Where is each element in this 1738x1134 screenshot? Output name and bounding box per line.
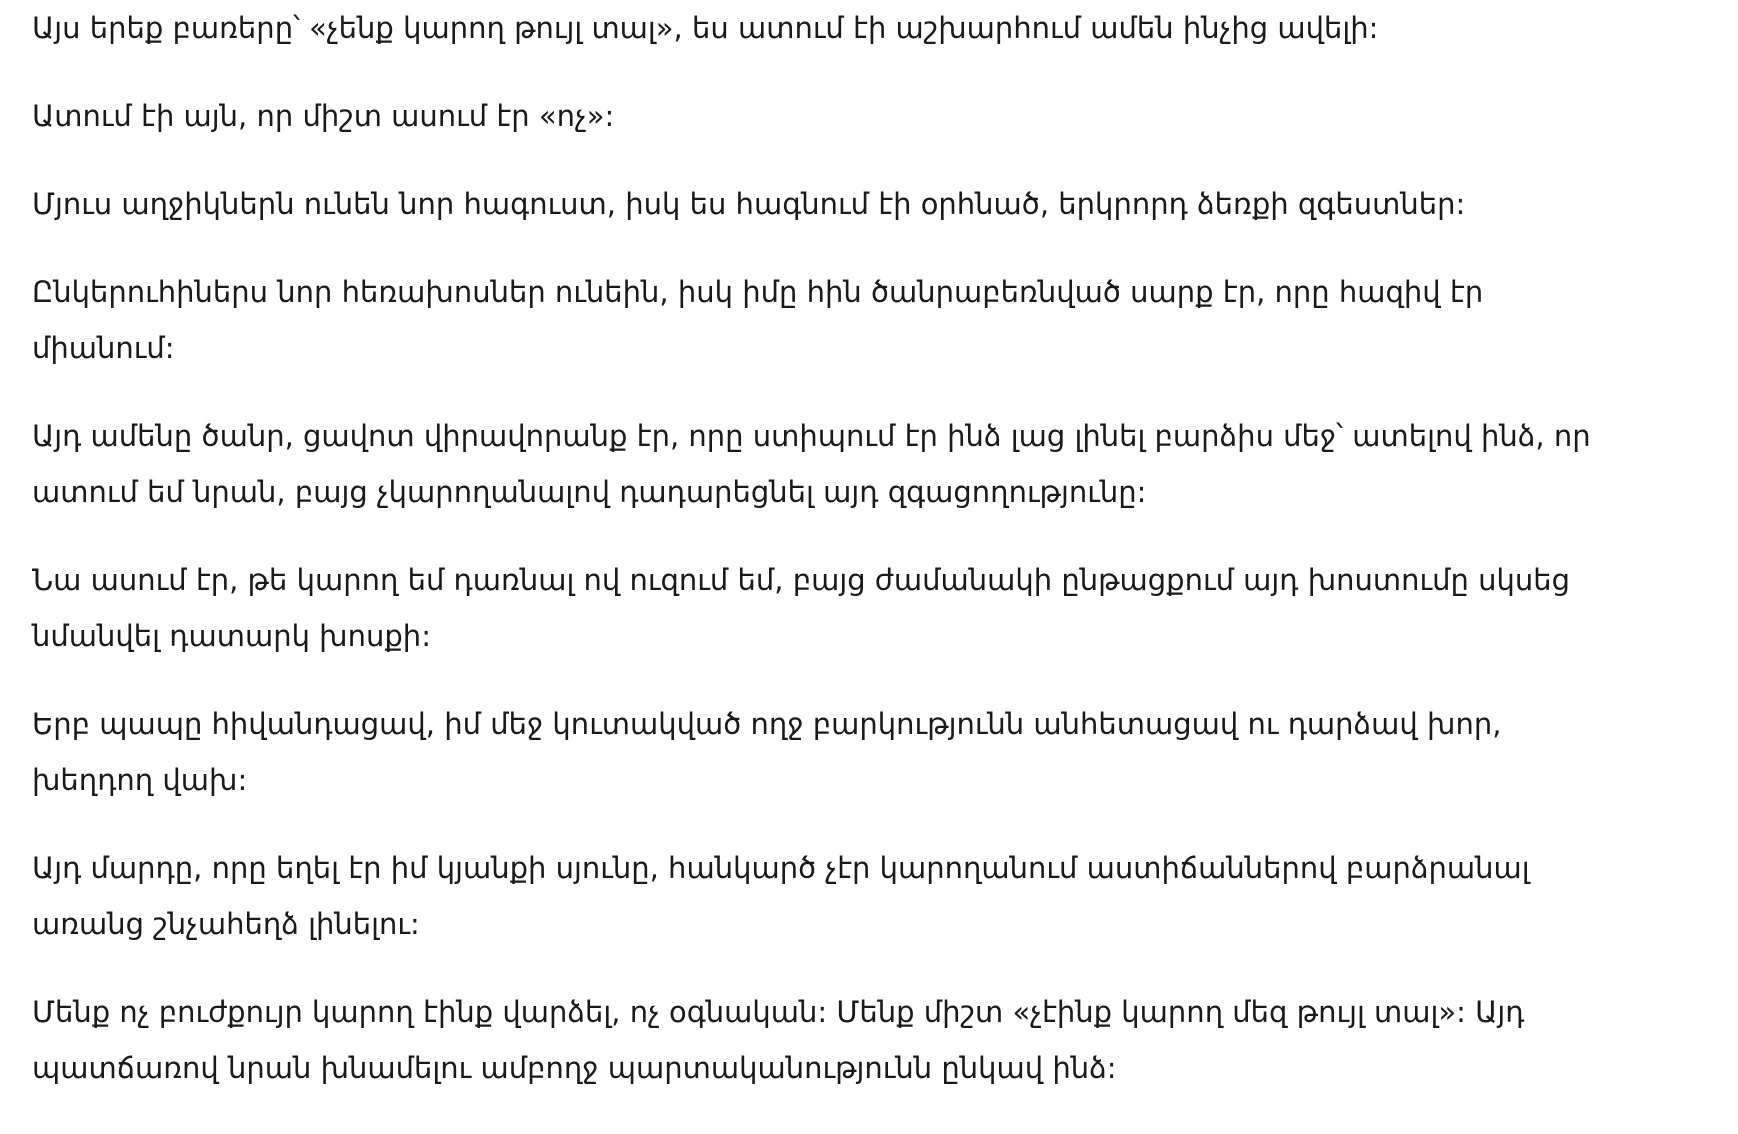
paragraph-line: Այս երեք բառերը՝ «չենք կարող թույլ տալ», ես ատում էի աշխարհում ամեն ինչից ավելի: [32,11,1379,45]
paragraph-4 [32,264,1692,376]
paragraph-line: Ընկերուհիներս նոր հեռախոսներ ունեին, իսկ իմը հին ծանրաբեռնված սարք էր, որը հազիվ էր [32,275,1484,309]
paragraph-line: Նա ասում էր, թե կարող եմ դառնալ ով ուզում եմ, բայց ժամանակի ընթացքում այդ խոստումը սկսեց [32,563,1570,597]
paragraph-5 [32,408,1692,520]
paragraph-line: Երբ պապը հիվանդացավ, իմ մեջ կուտակված ողջ բարկությունն անհետացավ ու դարձավ խոր, [32,707,1502,741]
document-body [32,0,1692,1096]
paragraph-8 [32,840,1692,952]
paragraph-2 [32,88,1692,144]
paragraph-line: պատճառով նրան խնամելու ամբողջ պարտականությունն ընկավ ինձ: [32,1051,1117,1085]
paragraph-line: Այդ մարդը, որը եղել էր իմ կյանքի սյունը, հանկարծ չէր կարողանում աստիճաններով բարձրանալ [32,851,1530,885]
paragraph-line: առանց շնչահեղձ լինելու: [32,907,420,941]
paragraph-3 [32,176,1692,232]
paragraph-line: նմանվել դատարկ խոսքի: [32,619,431,653]
paragraph-line: խեղդող վախ: [32,763,248,797]
paragraph-line: միանում: [32,331,175,365]
paragraph-line: ատում եմ նրան, բայց չկարողանալով դադարեցնել այդ զգացողությունը: [32,475,1147,509]
paragraph-9 [32,984,1692,1096]
paragraph-line: Մենք ոչ բուժքույր կարող էինք վարձել, ոչ օգնական: Մենք միշտ «չէինք կարող մեզ թույլ տալ»: Այդ [32,995,1525,1029]
paragraph-7 [32,696,1692,808]
paragraph-line: Ատում էի այն, որ միշտ ասում էր «ոչ»: [32,99,615,133]
paragraph-6 [32,552,1692,664]
paragraph-line: Մյուս աղջիկներն ունեն նոր հագուստ, իսկ ես հագնում էի օրհնած, երկրորդ ձեռքի զգեստներ: [32,187,1466,221]
paragraph-line: Այդ ամենը ծանր, ցավոտ վիրավորանք էր, որը ստիպում էր ինձ լաց լինել բարձիս մեջ՝ ատելով ինձ, որ [32,419,1591,453]
paragraph-1 [32,0,1692,56]
